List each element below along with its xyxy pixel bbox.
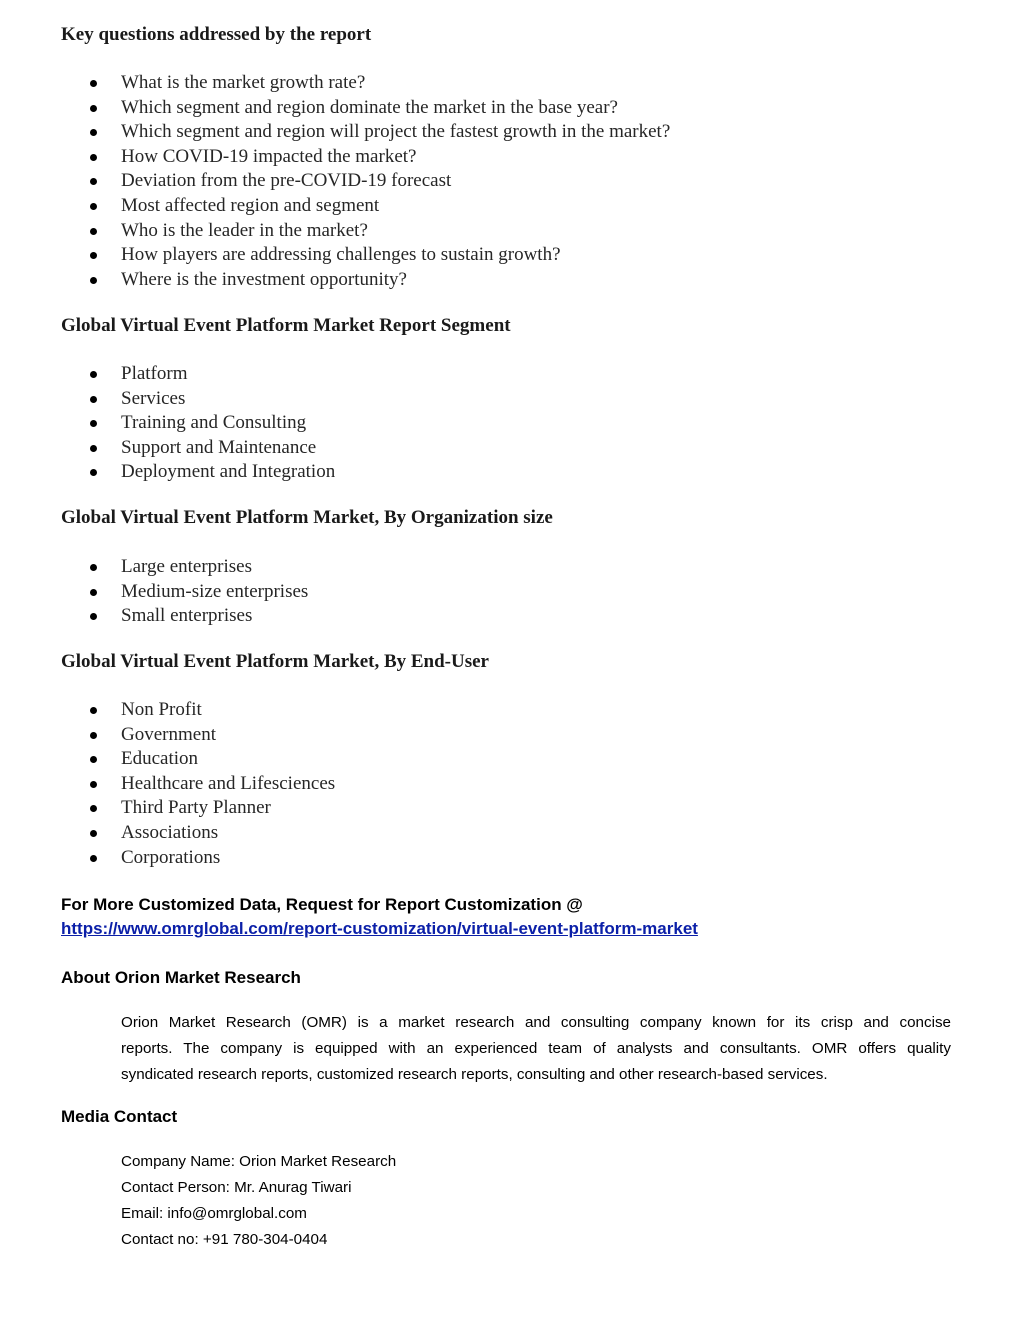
media-contact-heading: Media Contact (61, 1107, 178, 1126)
list-item: Corporations (0, 846, 335, 871)
list-item: Third Party Planner (0, 796, 335, 821)
list-item: Healthcare and Lifesciences (0, 772, 335, 797)
bullet-icon (90, 805, 97, 812)
bullet-icon (90, 277, 97, 284)
list-item: Education (0, 747, 335, 772)
bullet-icon (90, 732, 97, 739)
list-item: Most affected region and segment (0, 194, 670, 219)
list-item: Which segment and region will project the fastest growth in the market? (0, 120, 670, 145)
bullet-icon (90, 589, 97, 596)
bullet-icon (90, 756, 97, 763)
about-paragraph (121, 1010, 951, 1088)
bullet-icon (90, 252, 97, 259)
bullet-icon (90, 80, 97, 87)
list-item: How COVID-19 impacted the market? (0, 145, 670, 170)
list-item: Training and Consulting (0, 411, 335, 436)
key-questions-list (0, 71, 670, 292)
list-item: Services (0, 387, 335, 412)
list-item: Large enterprises (0, 555, 308, 580)
about-line: reports. The company is equipped with an experienced team of analysts and consultants. OMR offers quality (121, 1040, 951, 1057)
organization-size-heading: Global Virtual Event Platform Market, By Organization size (61, 507, 553, 528)
customization-label: For More Customized Data, Request for Report Customization @ (61, 895, 583, 914)
list-item: Deployment and Integration (0, 460, 335, 485)
bullet-icon (90, 178, 97, 185)
bullet-icon (90, 564, 97, 571)
list-item: Platform (0, 362, 335, 387)
end-user-heading: Global Virtual Event Platform Market, By End-User (61, 651, 489, 672)
bullet-icon (90, 129, 97, 136)
bullet-icon (90, 830, 97, 837)
list-item: What is the market growth rate? (0, 71, 670, 96)
about-heading: About Orion Market Research (61, 968, 301, 987)
list-item: Small enterprises (0, 604, 308, 629)
list-item: Non Profit (0, 698, 335, 723)
about-line: syndicated research reports, customized research reports, consulting and other research-based services. (121, 1066, 828, 1083)
contact-number: Contact no: +91 780-304-0404 (121, 1231, 328, 1248)
contact-email: Email: info@omrglobal.com (121, 1205, 307, 1222)
company-name: Company Name: Orion Market Research (121, 1153, 397, 1170)
list-item: Support and Maintenance (0, 436, 335, 461)
end-user-list (0, 698, 335, 870)
bullet-icon (90, 228, 97, 235)
bullet-icon (90, 154, 97, 161)
list-item: Medium-size enterprises (0, 580, 308, 605)
list-item: Government (0, 723, 335, 748)
list-item: Where is the investment opportunity? (0, 268, 670, 293)
bullet-icon (90, 203, 97, 210)
organization-size-list (0, 555, 308, 629)
list-item: Who is the leader in the market? (0, 219, 670, 244)
list-item: Which segment and region dominate the market in the base year? (0, 96, 670, 121)
list-item: Deviation from the pre-COVID-19 forecast (0, 169, 670, 194)
bullet-icon (90, 469, 97, 476)
bullet-icon (90, 420, 97, 427)
bullet-icon (90, 613, 97, 620)
report-segment-list (0, 362, 335, 485)
bullet-icon (90, 707, 97, 714)
bullet-icon (90, 445, 97, 452)
media-contact-details (121, 1149, 396, 1253)
customization-link[interactable]: https://www.omrglobal.com/report-customization/virtual-event-platform-market (61, 919, 698, 938)
bullet-icon (90, 855, 97, 862)
bullet-icon (90, 105, 97, 112)
key-questions-heading: Key questions addressed by the report (61, 24, 372, 45)
bullet-icon (90, 371, 97, 378)
bullet-icon (90, 396, 97, 403)
report-segment-heading: Global Virtual Event Platform Market Report Segment (61, 315, 511, 336)
bullet-icon (90, 781, 97, 788)
about-line: Orion Market Research (OMR) is a market research and consulting company known for its crisp and concise (121, 1014, 951, 1031)
contact-person: Contact Person: Mr. Anurag Tiwari (121, 1179, 352, 1196)
list-item: How players are addressing challenges to sustain growth? (0, 243, 670, 268)
list-item: Associations (0, 821, 335, 846)
